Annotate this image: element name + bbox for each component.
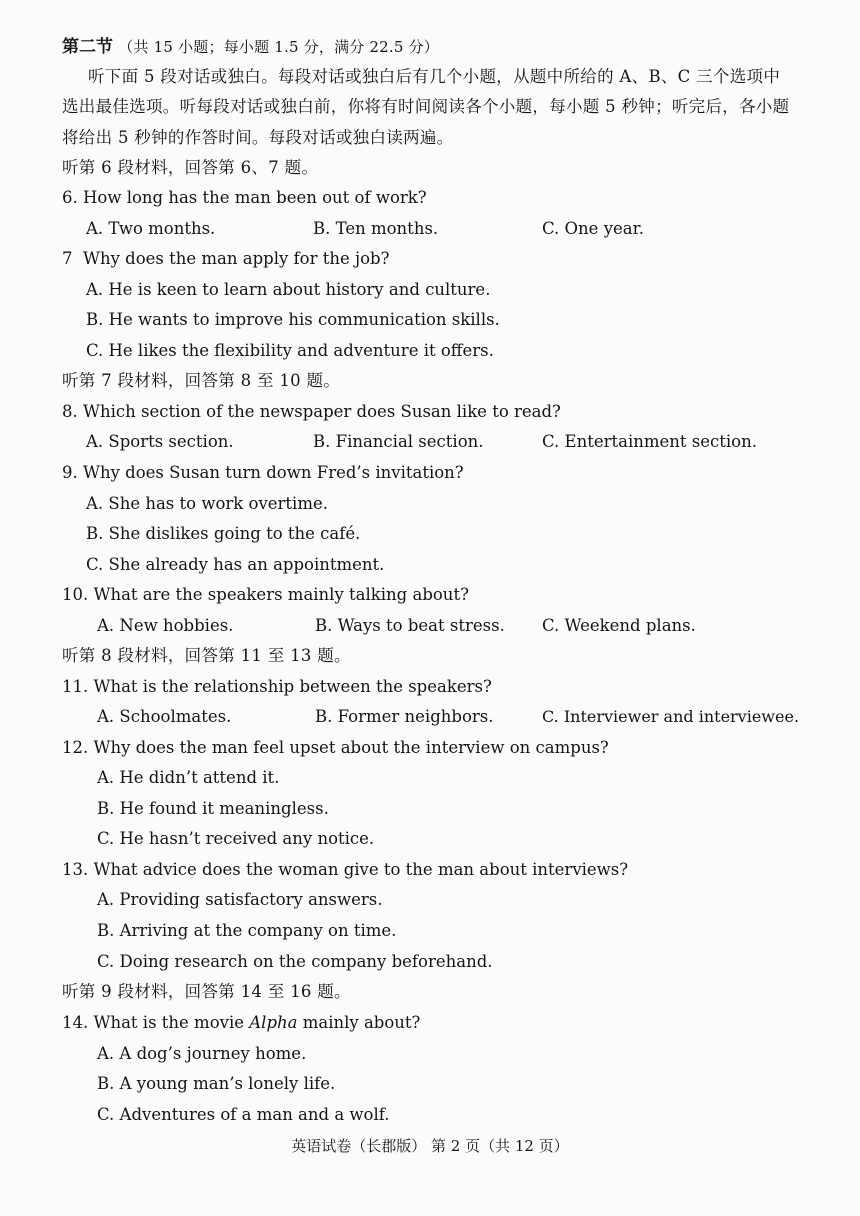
question-number: 14. — [62, 1013, 89, 1032]
question-8 — [62, 401, 561, 423]
option-a: A. He is keen to learn about history and culture. — [86, 280, 491, 299]
question-number: 8. — [62, 402, 78, 421]
question-text: Why does the man feel upset about the interview on campus? — [93, 738, 609, 757]
question-number: 12. — [62, 738, 89, 757]
group-header: 听第 9 段材料，回答第 14 至 16 题。 — [62, 982, 351, 1001]
question-number: 13. — [62, 860, 89, 879]
question-12 — [62, 737, 609, 759]
question-9 — [62, 462, 464, 484]
question-text: What advice does the woman give to the man about interviews? — [93, 860, 629, 879]
section-title: 第二节 — [62, 37, 113, 57]
option-c: C. He hasn’t received any notice. — [97, 829, 375, 848]
page-footer: 英语试卷（长郡版） 第 2 页（共 12 页） — [291, 1137, 569, 1155]
option-a: A. Schoolmates. — [97, 707, 232, 726]
option-b: B. Arriving at the company on time. — [97, 921, 397, 940]
section-heading — [62, 36, 439, 58]
question-13 — [62, 859, 628, 881]
question-text: How long has the man been out of work? — [83, 188, 427, 207]
option-b: B. He found it meaningless. — [97, 799, 329, 818]
option-a: A. New hobbies. — [97, 616, 234, 635]
group-header: 听第 6 段材料，回答第 6、7 题。 — [62, 158, 319, 177]
question-text: What is the relationship between the speakers? — [93, 677, 492, 696]
instruction-line-3: 将给出 5 秒钟的作答时间。每段对话或独白读两遍。 — [62, 128, 454, 147]
question-text-after: mainly about? — [297, 1013, 421, 1032]
instruction-line-1: 听下面 5 段对话或独白。每段对话或独白后有几个小题，从题中所给的 A、B、C 三个选项中 — [88, 67, 781, 86]
option-b: B. A young man’s lonely life. — [97, 1074, 336, 1093]
question-text: Which section of the newspaper does Susan like to read? — [83, 402, 561, 421]
instruction-line-2: 选出最佳选项。听每段对话或独白前，你将有时间阅读各个小题，每小题 5 秒钟；听完后，各小题 — [62, 97, 790, 116]
option-a: A. Two months. — [86, 219, 216, 238]
movie-title: Alpha — [249, 1013, 298, 1032]
question-text-before: What is the movie — [93, 1013, 250, 1032]
option-b: B. Ways to beat stress. — [315, 616, 505, 635]
option-c: C. She already has an appointment. — [86, 555, 385, 574]
group-header: 听第 7 段材料，回答第 8 至 10 题。 — [62, 371, 341, 390]
option-a: A. She has to work overtime. — [86, 494, 328, 513]
option-c: C. Doing research on the company beforehand. — [97, 952, 493, 971]
question-text: Why does the man apply for the job? — [83, 249, 390, 268]
question-number: 9. — [62, 463, 78, 482]
question-10 — [62, 584, 469, 606]
option-c: C. Entertainment section. — [542, 432, 757, 451]
option-b: B. Financial section. — [313, 432, 484, 451]
option-a: A. He didn’t attend it. — [97, 768, 280, 787]
question-number: 7 — [62, 249, 73, 268]
option-c: C. Weekend plans. — [542, 616, 696, 635]
option-b: B. Former neighbors. — [315, 707, 494, 726]
option-b: B. Ten months. — [313, 219, 439, 238]
question-text: What are the speakers mainly talking about? — [93, 585, 469, 604]
option-b: B. He wants to improve his communication skills. — [86, 310, 500, 329]
question-number: 11. — [62, 677, 89, 696]
option-a: A. A dog’s journey home. — [97, 1044, 307, 1063]
question-11 — [62, 676, 492, 698]
question-text — [94, 1013, 421, 1032]
question-number: 6. — [62, 188, 78, 207]
question-6 — [62, 187, 427, 209]
group-header: 听第 8 段材料，回答第 11 至 13 题。 — [62, 646, 351, 665]
option-c: C. He likes the flexibility and adventure it offers. — [86, 341, 494, 360]
option-c: C. Adventures of a man and a wolf. — [97, 1105, 390, 1124]
option-b: B. She dislikes going to the café. — [86, 524, 361, 543]
question-14 — [62, 1012, 420, 1034]
option-c: C. One year. — [542, 219, 644, 238]
question-text: Why does Susan turn down Fred’s invitation? — [83, 463, 464, 482]
option-a: A. Sports section. — [86, 432, 234, 451]
option-c: C. Interviewer and interviewee. — [542, 707, 800, 726]
option-a: A. Providing satisfactory answers. — [97, 890, 383, 909]
section-note: （共 15 小题；每小题 1.5 分，满分 22.5 分） — [118, 38, 440, 56]
question-number: 10. — [62, 585, 89, 604]
question-7 — [62, 248, 389, 270]
